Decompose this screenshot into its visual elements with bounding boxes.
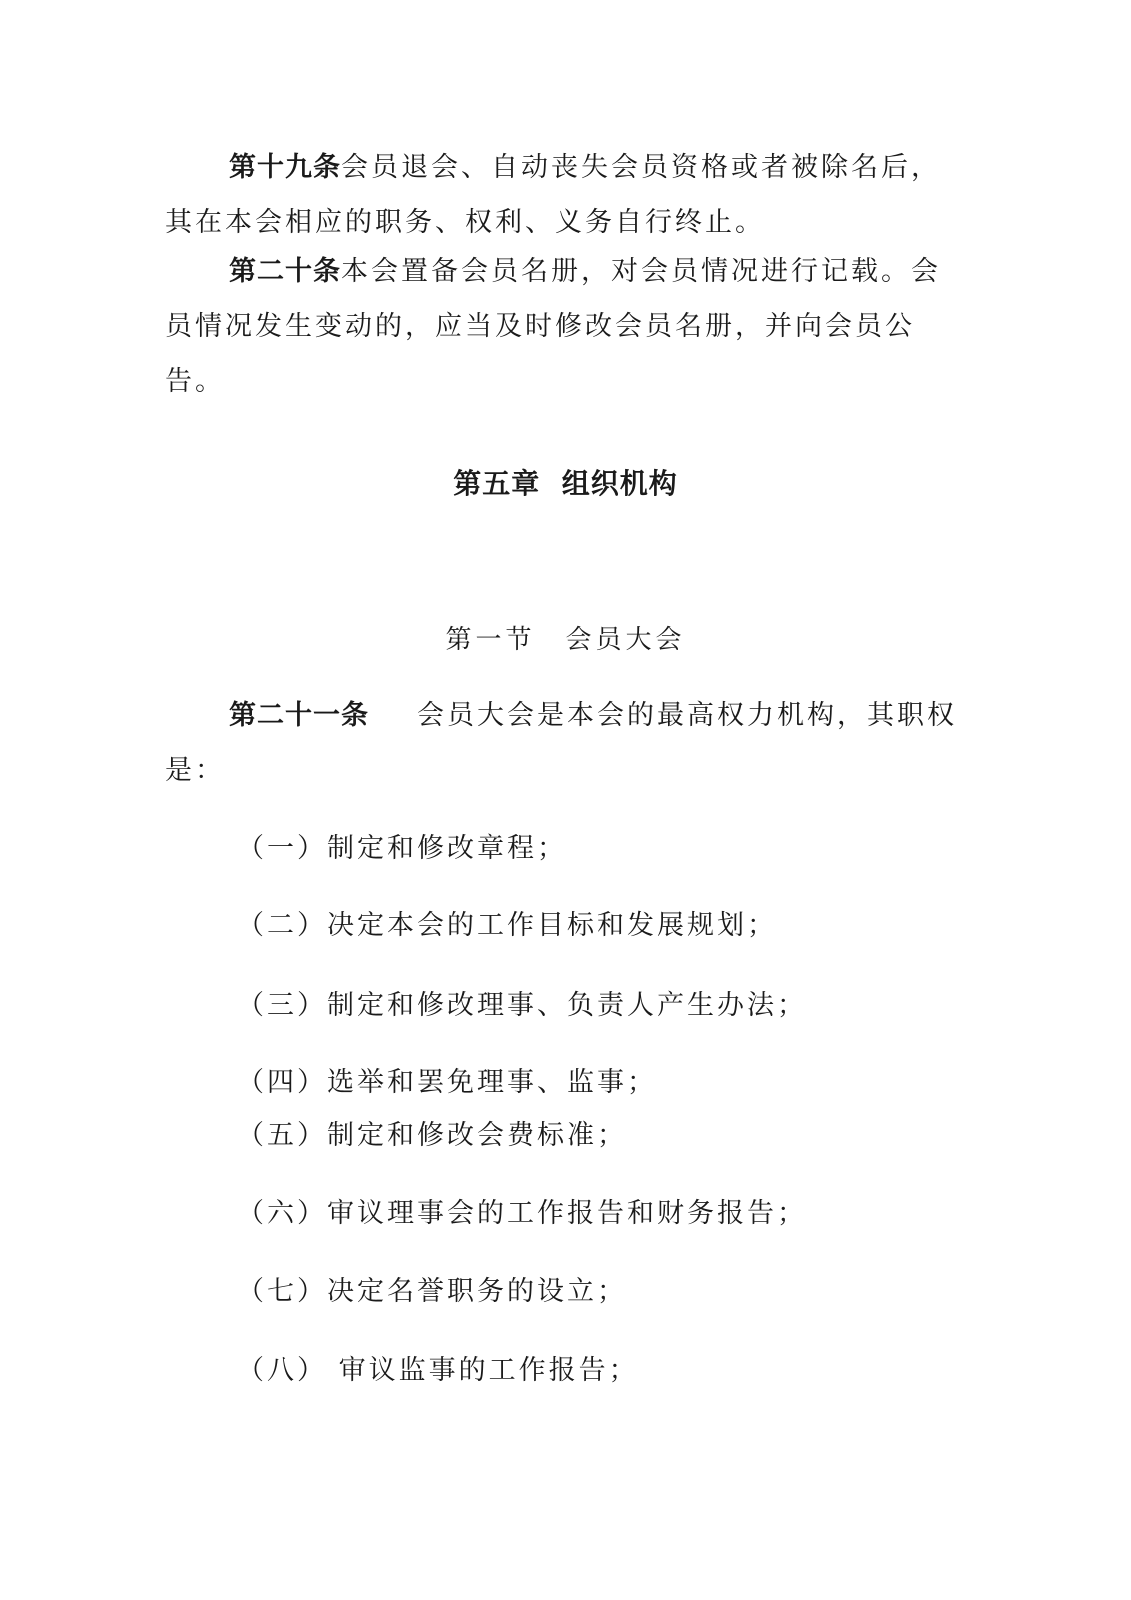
list-item-4: （四）选举和罢免理事、监事；	[237, 1067, 657, 1098]
list-item-6: （六）审议理事会的工作报告和财务报告；	[237, 1198, 807, 1229]
article-20-label: 第二十条	[229, 256, 341, 287]
list-item-5: （五）制定和修改会费标准；	[237, 1120, 627, 1151]
list-item-2: （二）决定本会的工作目标和发展规划；	[237, 910, 777, 941]
chapter-title: 第五章 组织机构	[453, 467, 678, 500]
article-19-text: 会员退会、自动丧失会员资格或者被除名后，其在本会相应的职务、权利、义务自行终止。	[165, 152, 941, 238]
list-item-3: （三）制定和修改理事、负责人产生办法；	[237, 990, 807, 1021]
article-21	[165, 688, 965, 798]
list-item-1: （一）制定和修改章程；	[237, 833, 567, 864]
article-21-text: 会员大会是本会的最高权力机构，其职权是：	[165, 700, 957, 786]
article-19	[165, 140, 965, 250]
section-title: 第一节 会员大会	[445, 625, 686, 655]
article-20-text: 本会置备会员名册，对会员情况进行记载。会员情况发生变动的，应当及时修改会员名册，并向会员公告。	[165, 256, 941, 397]
list-item-7: （七）决定名誉职务的设立；	[237, 1276, 627, 1307]
article-20	[165, 244, 965, 409]
list-item-8: （八） 审议监事的工作报告；	[237, 1355, 639, 1386]
article-19-label: 第十九条	[229, 152, 341, 183]
article-21-label: 第二十一条	[229, 700, 369, 731]
